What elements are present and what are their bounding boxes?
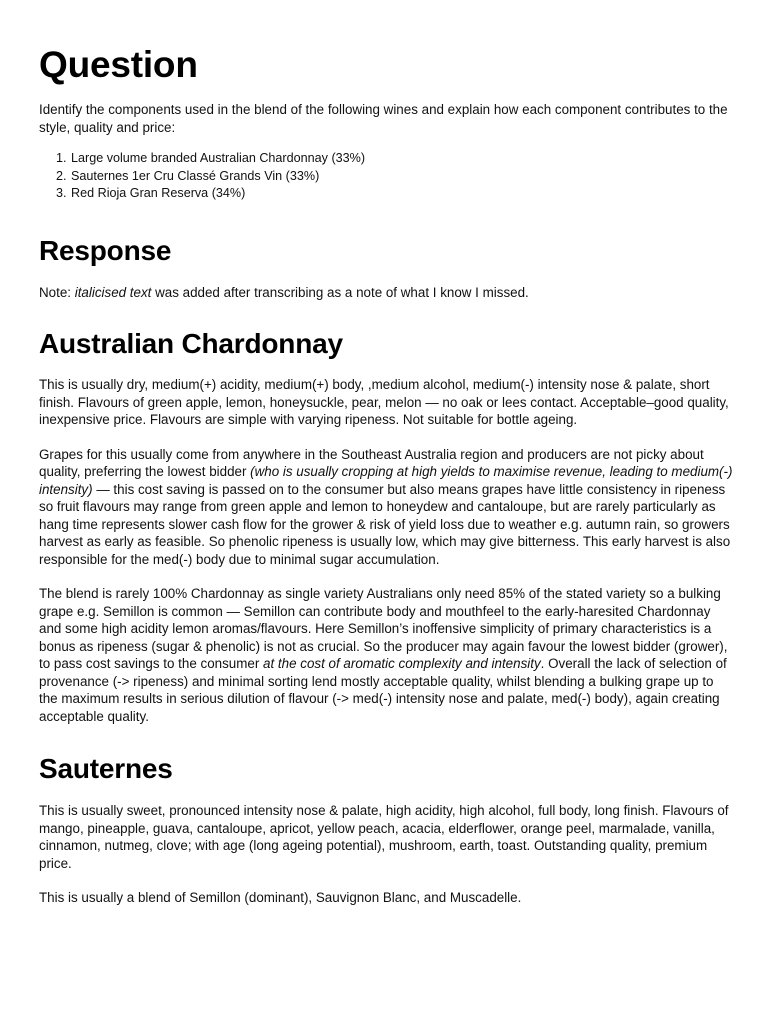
text-span: The blend is rarely 100% Chardonnay as single variety Australians only need 85% of the stated variety so a bulking grape e.g. Semillon is common — Semillon can contribute body and mouthfeel to the early-haresited Chardonnay and some high acidity lemon aromas/flavours. Here Semillon’s inoffensive simplicity of primary characteristics is a bonus as ripeness (sugar & phenolic) is not as crucial. So the producer may again favour the lowest bidder (grower), to pass cost savings to the consumer bbox=[39, 586, 728, 671]
sauternes-paragraph-2: This is usually a blend of Semillon (dominant), Sauvignon Blanc, and Muscadelle. bbox=[39, 890, 522, 905]
response-note bbox=[39, 284, 734, 302]
text-span: Grapes for this usually come from anywhere in the Southeast Australia region and producers are not picky about quality, preferring the lowest bidder bbox=[39, 446, 704, 479]
australian-paragraph-3 bbox=[39, 585, 734, 725]
text-span: . Overall the lack of selection of provenance (-> ripeness) and minimal sorting lend mostly acceptable quality, whilst blending a bulking grape up to the maximum results in serious dilution of flavour (-> med(-) intensity nose and palate, med(-) body), again creating acceptable quality. bbox=[39, 656, 727, 724]
australian-paragraph-1: This is usually dry, medium(+) acidity, medium(+) body, ,medium alcohol, medium(-) intensity nose & palate, short finish. Flavours of green apple, lemon, honeysuckle, pear, melon — no oak or lees contact. Acceptable–good quality, inexpensive price. Flavours are simple with varying ripeness. Not suitable for bottle ageing. bbox=[39, 377, 729, 427]
italic-span: at the cost of aromatic complexity and intensity bbox=[263, 656, 541, 671]
question-heading: Question bbox=[39, 44, 198, 85]
text-span: — this cost saving is passed on to the consumer but also means grapes have little consistency in ripeness so fruit flavours may range from green apple and lemon to honeydew and cantaloupe, but are rarely particularly as hang time represents slower cash flow for the grower & risk of yield loss due to weather e.g. autumn rain, so growers harvest as early as feasible. So phenolic ripeness is usually low, which may give bitterness. This early harvest is also responsible for the med(-) body due to minimal sugar accumulation. bbox=[39, 481, 731, 567]
australian-paragraph-2 bbox=[39, 446, 734, 569]
sauternes-paragraph-1: This is usually sweet, pronounced intensity nose & palate, high acidity, high alcohol, full body, long finish. Flavours of mango, pineapple, guava, cantaloupe, apricot, yellow peach, acacia, elderflower, orange peel, marmalade, vanilla, cinnamon, nutmeg, clove; with age (long ageing potential), mushroom, earth, toast. Outstanding quality, premium price. bbox=[39, 803, 729, 871]
note-prefix: Note: bbox=[39, 284, 75, 300]
list-item: 3. Red Rioja Gran Reserva (34%) bbox=[70, 185, 734, 203]
response-heading: Response bbox=[39, 234, 172, 266]
question-text: Identify the components used in the blend of the following wines and explain how each component contributes to the style, quality and price: bbox=[39, 102, 728, 135]
note-suffix: was added after transcribing as a note of what I know I missed. bbox=[151, 284, 529, 300]
italic-span: (who is usually cropping at high yields to maximise revenue, leading to medium(-) intensity) bbox=[39, 464, 733, 497]
sauternes-heading: Sauternes bbox=[39, 753, 173, 784]
list-item: 1. Large volume branded Australian Chardonnay (33%) bbox=[70, 150, 734, 168]
australian-chardonnay-heading: Australian Chardonnay bbox=[39, 328, 343, 359]
list-item: 2. Sauternes 1er Cru Classé Grands Vin (33%) bbox=[70, 168, 734, 186]
question-list bbox=[39, 150, 734, 203]
note-italic: italicised text bbox=[74, 284, 152, 300]
